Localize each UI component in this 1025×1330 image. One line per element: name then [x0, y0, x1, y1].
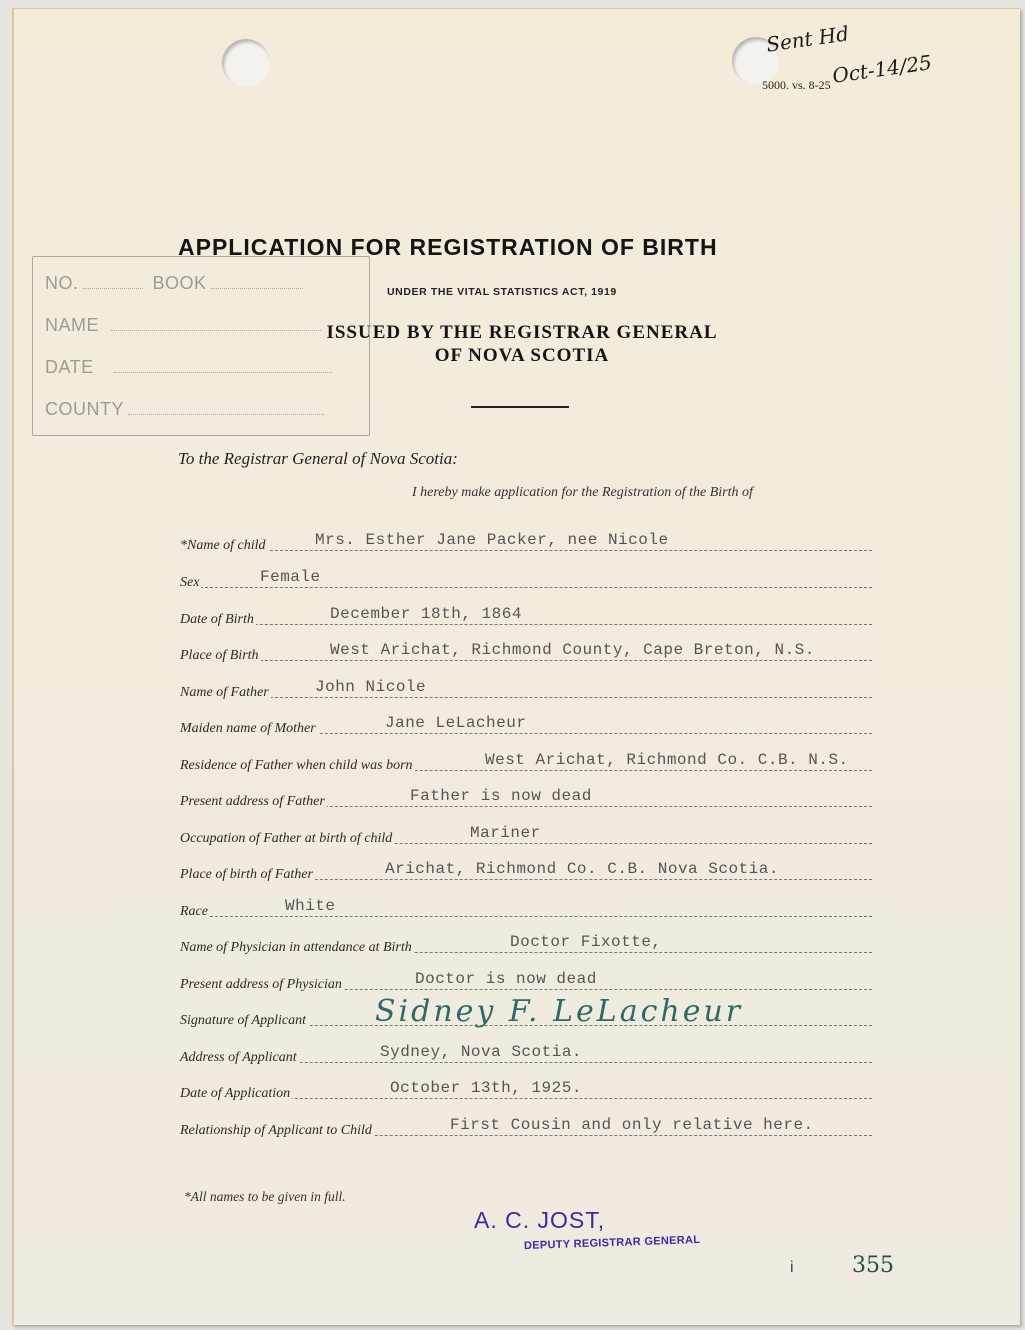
field-label: Place of Birth [180, 648, 259, 663]
field-value[interactable]: Jane LeLacheur [385, 714, 527, 732]
field-line [180, 550, 872, 551]
field-label: Race [180, 904, 208, 919]
handwritten-note-2: Oct-14/25 [830, 50, 934, 88]
field-value[interactable]: First Cousin and only relative here. [450, 1116, 814, 1134]
stamp-label-name: NAME [45, 315, 100, 335]
field-address-of-applicant [180, 1044, 872, 1066]
field-value[interactable]: Mrs. Esther Jane Packer, nee Nicole [315, 531, 669, 549]
field-value[interactable]: Arichat, Richmond Co. C.B. Nova Scotia. [385, 860, 779, 878]
stamp-row-no [45, 273, 303, 294]
field-value[interactable]: October 13th, 1925. [390, 1079, 582, 1097]
stamp-dots [83, 287, 143, 289]
field-place-of-birth-of-father [180, 861, 872, 883]
field-value[interactable]: December 18th, 1864 [330, 605, 522, 623]
field-label: Date of Birth [180, 612, 254, 627]
field-label: *Name of child [180, 538, 266, 553]
stamp-dots [211, 287, 303, 289]
salutation: To the Registrar General of Nova Scotia: [178, 449, 458, 468]
field-label: Maiden name of Mother [180, 721, 316, 736]
field-label: Residence of Father when child was born [180, 758, 413, 773]
field-value[interactable]: Father is now dead [410, 787, 592, 805]
field-value[interactable]: Doctor Fixotte, [510, 933, 662, 951]
field-label: Name of Father [180, 685, 269, 700]
footnote: *All names to be given in full. [184, 1189, 346, 1204]
stamp-row-name [45, 315, 321, 336]
handwritten-note-1: Sent Hd [764, 21, 851, 57]
field-maiden-name-of-mother [180, 715, 872, 737]
field-residence-of-father [180, 752, 872, 774]
registrar-stamp-name: A. C. JOST, [474, 1207, 606, 1233]
field-present-address-of-physician [180, 971, 872, 993]
field-label: Place of birth of Father [180, 867, 313, 882]
field-value[interactable]: Mariner [470, 824, 541, 842]
stamp-label-book: BOOK [152, 273, 207, 293]
field-value[interactable]: West Arichat, Richmond County, Cape Breton, N.S. [330, 641, 815, 659]
field-name-of-child [180, 532, 872, 554]
field-value[interactable]: Sydney, Nova Scotia. [380, 1043, 583, 1061]
stamp-row-county [45, 399, 324, 420]
field-line [180, 660, 872, 661]
form-subtitle: UNDER THE VITAL STATISTICS ACT, 1919 [387, 286, 617, 298]
field-relationship-of-applicant [180, 1117, 872, 1139]
field-value[interactable]: Female [260, 568, 321, 586]
issuer-line-2: OF NOVA SCOTIA [434, 345, 610, 366]
field-date-of-birth [180, 606, 872, 628]
field-line [180, 587, 872, 588]
field-line [180, 697, 872, 698]
field-race [180, 898, 872, 920]
field-occupation-of-father [180, 825, 872, 847]
field-date-of-application [180, 1080, 872, 1102]
field-name-of-physician [180, 934, 872, 956]
field-sex [180, 569, 872, 591]
form-number: 5000. vs. 8-25 [762, 78, 831, 92]
field-label: Sex [180, 575, 200, 590]
document-page [12, 8, 1020, 1325]
field-value[interactable]: John Nicole [315, 678, 427, 696]
field-label: Present address of Physician [180, 977, 342, 992]
page-number: 355 [852, 1253, 894, 1278]
stamp-dots [114, 371, 332, 373]
registrar-stamp-title: DEPUTY REGISTRAR GENERAL [523, 1233, 701, 1253]
field-label: Name of Physician in attendance at Birth [180, 940, 412, 955]
field-label: Relationship of Applicant to Child [180, 1123, 372, 1138]
field-name-of-father [180, 679, 872, 701]
field-label: Occupation of Father at birth of child [180, 831, 393, 846]
punch-hole-left [222, 39, 270, 87]
field-line [180, 916, 872, 917]
field-place-of-birth [180, 642, 872, 664]
stamp-row-date [45, 357, 332, 378]
issuer-line-1: ISSUED BY THE REGISTRAR GENERAL [326, 322, 718, 343]
field-value[interactable]: West Arichat, Richmond Co. C.B. N.S. [485, 751, 849, 769]
field-present-address-of-father [180, 788, 872, 810]
field-label: Present address of Father [180, 794, 325, 809]
page-mark: i [790, 1259, 794, 1276]
stamp-label-county: COUNTY [45, 399, 124, 419]
field-value[interactable]: Doctor is now dead [415, 970, 597, 988]
stamp-dots [128, 413, 324, 415]
stamp-dots [111, 329, 321, 331]
stamp-label-date: DATE [45, 357, 94, 377]
applicant-signature[interactable]: Sidney F. LeLacheur [375, 994, 744, 1029]
intro-text: I hereby make application for the Registration of the Birth of [412, 485, 753, 500]
field-value[interactable]: White [285, 897, 336, 915]
field-label: Signature of Applicant [180, 1013, 306, 1028]
field-signature-of-applicant [180, 994, 872, 1029]
field-label: Date of Application [180, 1086, 291, 1101]
title-rule [471, 406, 569, 408]
field-label: Address of Applicant [180, 1050, 297, 1065]
office-use-stamp-box [32, 256, 370, 436]
form-title: APPLICATION FOR REGISTRATION OF BIRTH [178, 234, 718, 260]
field-line [180, 624, 872, 625]
stamp-label-no: NO. [45, 273, 79, 293]
